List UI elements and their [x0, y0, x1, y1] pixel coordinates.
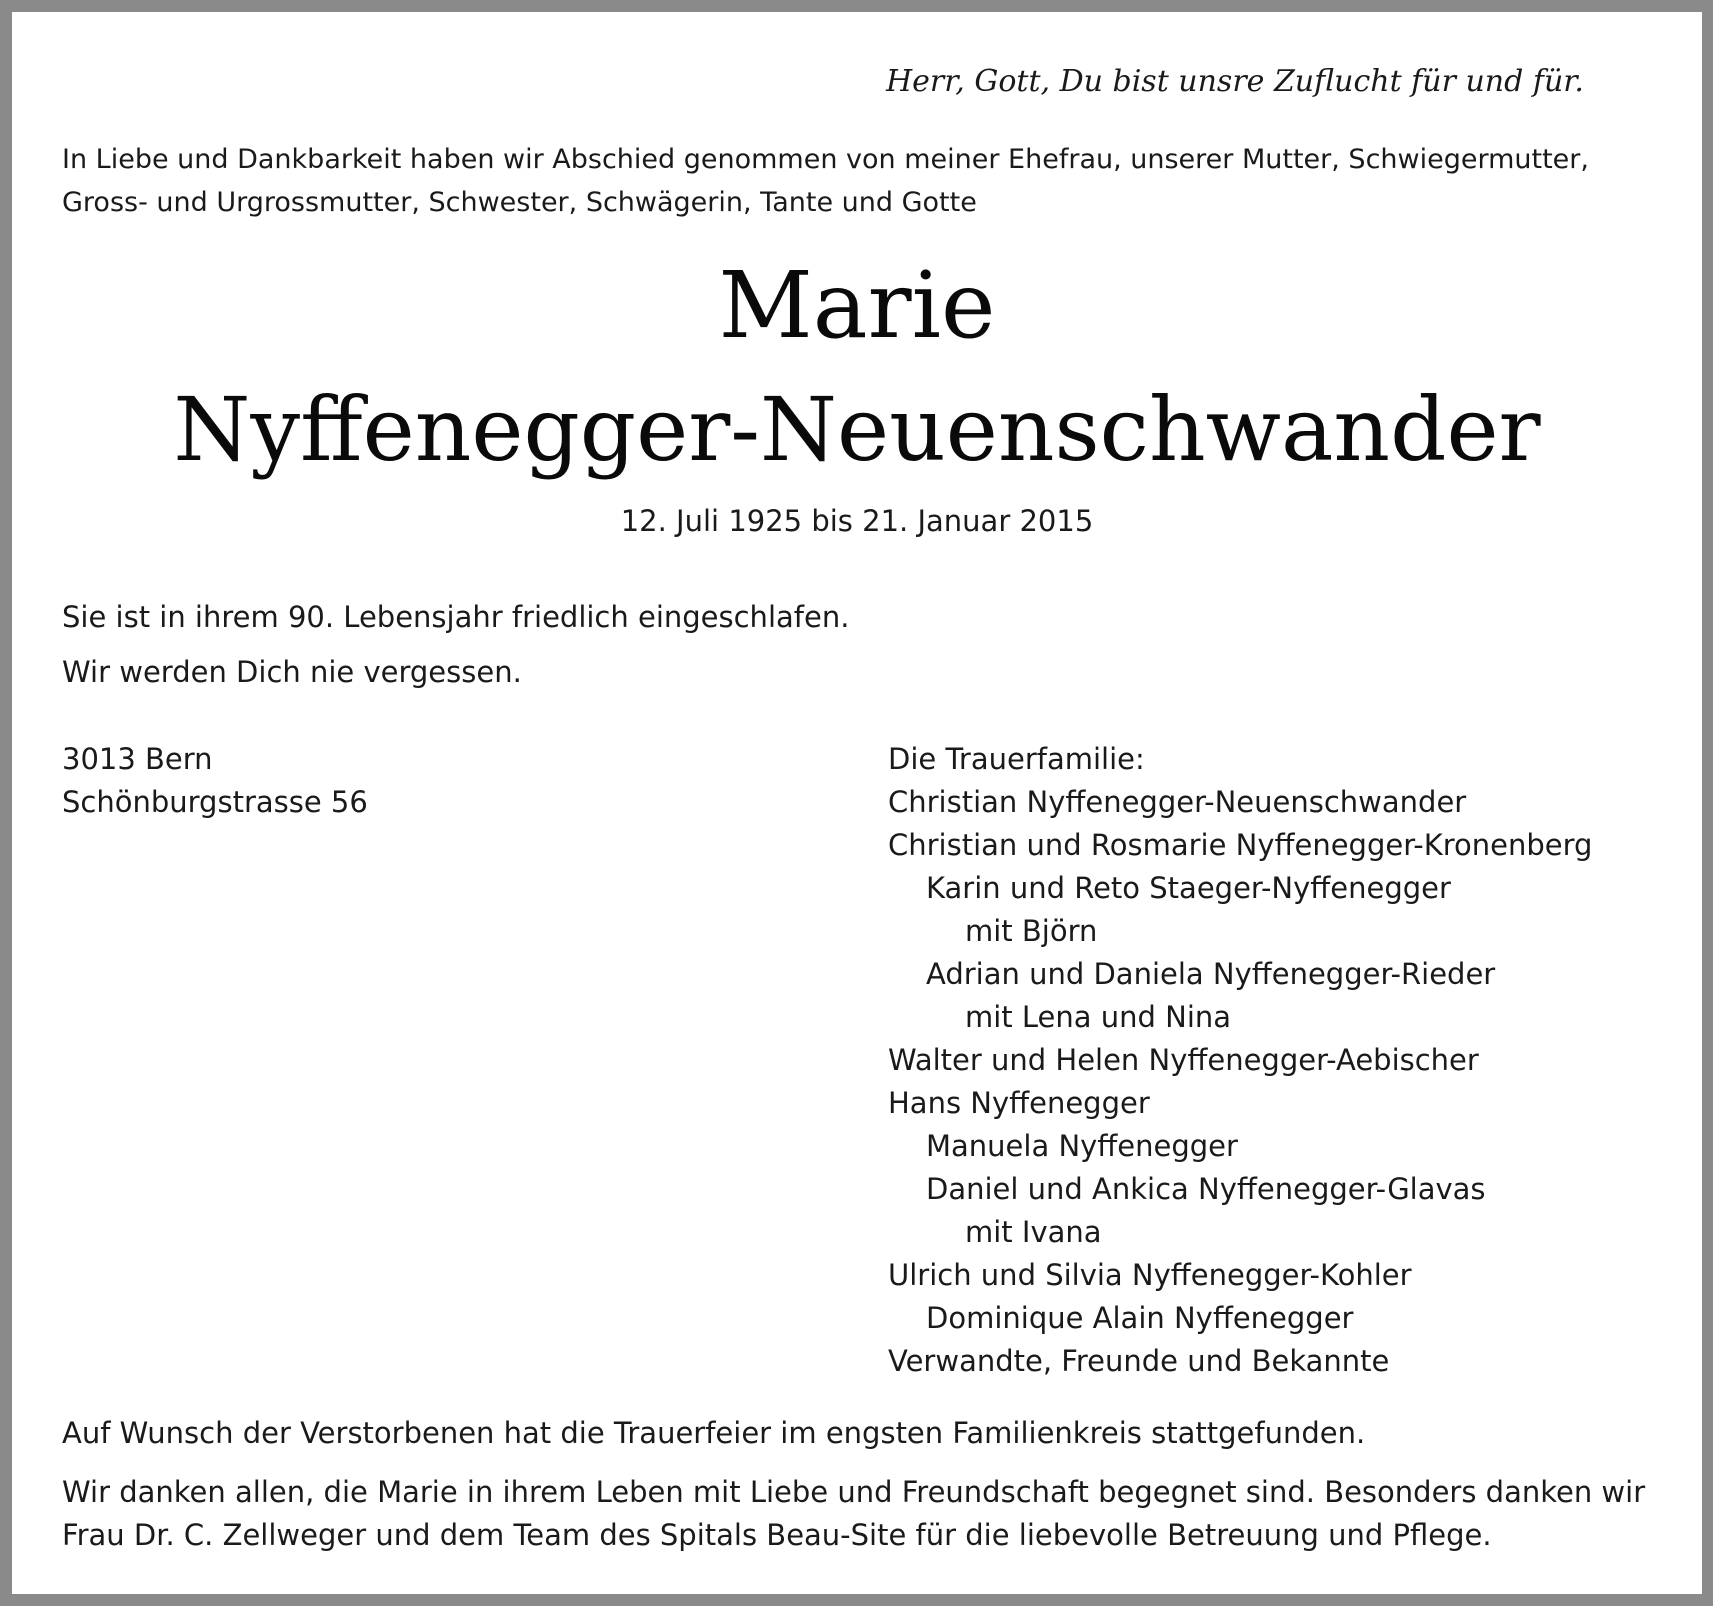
- family-member: Walter und Helen Nyffenegger-Aebischer: [888, 1043, 1479, 1077]
- family-member: mit Lena und Nina: [965, 1000, 1232, 1034]
- mourning-address: [62, 738, 368, 824]
- closing-line: Auf Wunsch der Verstorbenen hat die Trauerfeier im engsten Familienkreis stattgefunden.: [62, 1416, 1366, 1450]
- closing-line: Wir danken allen, die Marie in ihrem Leben mit Liebe und Freundschaft begegnet sind. Besonders danken wir: [62, 1475, 1646, 1509]
- address-street: Schönburgstrasse 56: [62, 785, 368, 819]
- statement-line: Wir werden Dich nie vergessen.: [62, 655, 522, 689]
- closing-thanks: [62, 1471, 1645, 1557]
- family-member: mit Björn: [965, 914, 1098, 948]
- bible-verse: Herr, Gott, Du bist unsre Zuflucht für und für.: [886, 64, 1584, 99]
- intro-paragraph: [62, 138, 1589, 224]
- deceased-surname: Nyffenegger-Neuenschwander: [173, 378, 1541, 481]
- family-member: Daniel und Ankica Nyffenegger-Glavas: [926, 1172, 1486, 1206]
- family-member: Verwandte, Freunde und Bekannte: [888, 1344, 1390, 1378]
- mourning-family-list: [888, 738, 1592, 1383]
- closing-line: Frau Dr. C. Zellweger und dem Team des Spitals Beau-Site für die liebevolle Betreuung und Pflege.: [62, 1518, 1492, 1552]
- deceased-first-name: Marie: [718, 252, 996, 359]
- family-member: Hans Nyffenegger: [888, 1086, 1150, 1120]
- family-member: Christian und Rosmarie Nyffenegger-Kronenberg: [888, 828, 1593, 862]
- family-member: Karin und Reto Staeger-Nyffenegger: [926, 871, 1451, 905]
- family-member: Christian Nyffenegger-Neuenschwander: [888, 785, 1467, 819]
- family-member: Adrian und Daniela Nyffenegger-Rieder: [926, 957, 1496, 991]
- life-dates: 12. Juli 1925 bis 21. Januar 2015: [620, 504, 1094, 538]
- family-member: Dominique Alain Nyffenegger: [926, 1301, 1354, 1335]
- address-city: 3013 Bern: [62, 742, 213, 776]
- family-heading: Die Trauerfamilie:: [888, 742, 1145, 776]
- intro-line: Gross- und Urgrossmutter, Schwester, Schwägerin, Tante und Gotte: [62, 187, 977, 218]
- obituary-notice: [12, 12, 1702, 1594]
- statement-line: Sie ist in ihrem 90. Lebensjahr friedlich eingeschlafen.: [62, 600, 850, 634]
- family-member: Manuela Nyffenegger: [926, 1129, 1238, 1163]
- family-member: Ulrich und Silvia Nyffenegger-Kohler: [888, 1258, 1412, 1292]
- intro-line: In Liebe und Dankbarkeit haben wir Abschied genommen von meiner Ehefrau, unserer Mutter, Schwiegermutter,: [62, 144, 1589, 175]
- family-member: mit Ivana: [965, 1215, 1102, 1249]
